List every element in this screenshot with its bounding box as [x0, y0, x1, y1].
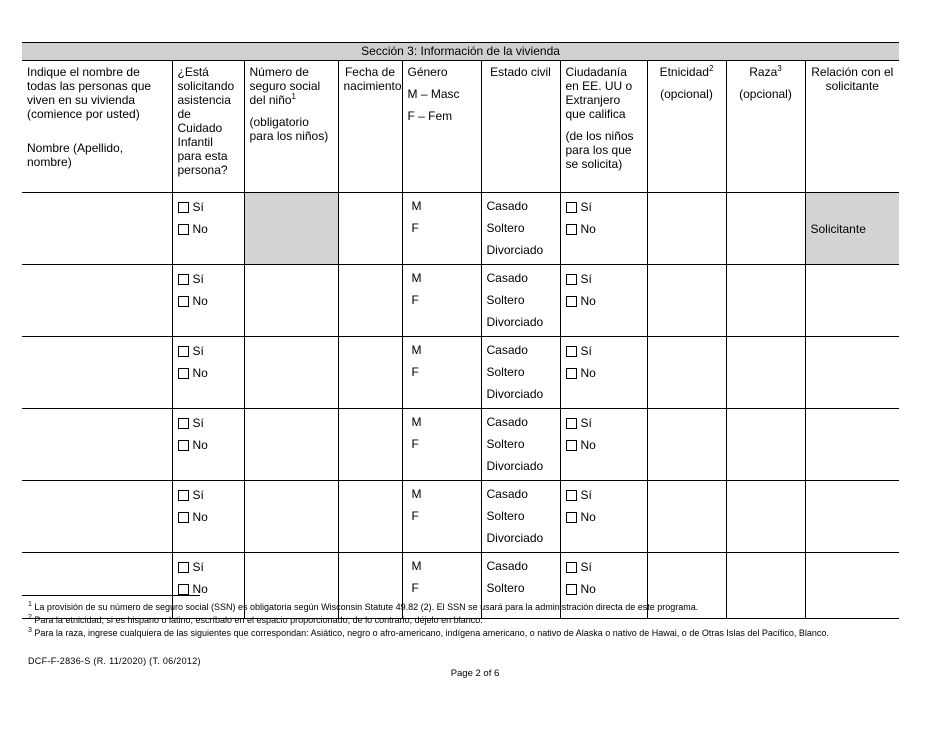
citizenship-choice	[560, 481, 647, 553]
marital-choice	[481, 481, 560, 553]
header-name	[22, 61, 172, 193]
divorced-option[interactable]: Divorciado	[486, 531, 544, 545]
yes-checkbox[interactable]	[178, 202, 189, 213]
yes-checkbox[interactable]	[566, 490, 577, 501]
header-name-format: Nombre (Apellido, nombre)	[27, 141, 124, 169]
single-option[interactable]: Soltero	[486, 221, 525, 235]
table-row	[22, 193, 899, 265]
divorced-option[interactable]: Divorciado	[486, 315, 544, 329]
footnote-2-number: 2	[28, 614, 32, 621]
table-row	[22, 409, 899, 481]
race-field[interactable]	[726, 409, 805, 481]
assistance-choice	[172, 265, 244, 337]
footnote-2	[28, 614, 829, 627]
no-label: No	[192, 582, 208, 596]
no-checkbox[interactable]	[178, 584, 189, 595]
relation-field[interactable]	[805, 337, 899, 409]
header-citizenship	[560, 61, 647, 193]
household-table	[22, 42, 899, 619]
header-ssn	[244, 61, 338, 193]
header-race-note: (opcional)	[739, 87, 792, 101]
yes-checkbox[interactable]	[566, 562, 577, 573]
ssn-field[interactable]	[244, 265, 338, 337]
gender-choice	[402, 409, 481, 481]
header-ssn-note: (obligatorio para los niños)	[249, 115, 329, 143]
no-label: No	[580, 222, 596, 236]
yes-label: Sí	[192, 560, 204, 574]
table-row	[22, 481, 899, 553]
dob-field[interactable]	[338, 481, 402, 553]
footnote-1	[28, 601, 829, 614]
header-gender	[402, 61, 481, 193]
no-checkbox[interactable]	[178, 224, 189, 235]
divorced-option[interactable]: Divorciado	[486, 387, 544, 401]
yes-label: Sí	[192, 488, 204, 502]
yes-label: Sí	[580, 416, 592, 430]
citizenship-choice	[560, 337, 647, 409]
yes-checkbox[interactable]	[566, 418, 577, 429]
married-option[interactable]: Casado	[486, 559, 528, 573]
assistance-choice	[172, 481, 244, 553]
gender-f-option[interactable]: F	[411, 293, 419, 307]
name-field[interactable]	[22, 409, 172, 481]
gender-choice	[402, 337, 481, 409]
header-relation: Relación con el solicitante	[805, 61, 899, 193]
footnote-1-number: 1	[28, 601, 32, 608]
footnote-ref-2: 2	[708, 64, 714, 73]
race-field[interactable]	[726, 193, 805, 265]
ethnicity-field[interactable]	[647, 337, 726, 409]
gender-f-option[interactable]: F	[411, 581, 419, 595]
yes-label: Sí	[580, 560, 592, 574]
footnote-ref-1: 1	[291, 92, 296, 101]
no-label: No	[192, 438, 208, 452]
gender-m-option[interactable]: M	[411, 343, 422, 357]
race-field[interactable]	[726, 481, 805, 553]
header-gender-f: F – Fem	[407, 109, 453, 123]
gender-m-option[interactable]: M	[411, 487, 422, 501]
assistance-choice	[172, 193, 244, 265]
no-label: No	[580, 366, 596, 380]
ethnicity-field[interactable]	[647, 193, 726, 265]
footnotes	[28, 601, 829, 640]
no-label: No	[580, 582, 596, 596]
footnote-ref-3: 3	[777, 64, 782, 73]
no-label: No	[580, 438, 596, 452]
no-checkbox[interactable]	[566, 368, 577, 379]
marital-choice	[481, 337, 560, 409]
ssn-field-disabled	[244, 193, 338, 265]
ssn-field[interactable]	[244, 337, 338, 409]
gender-m-option[interactable]: M	[411, 199, 422, 213]
ethnicity-field[interactable]	[647, 265, 726, 337]
divorced-option[interactable]: Divorciado	[486, 459, 544, 473]
table-row	[22, 337, 899, 409]
yes-label: Sí	[580, 488, 592, 502]
married-option[interactable]: Casado	[486, 343, 528, 357]
yes-checkbox[interactable]	[178, 490, 189, 501]
married-option[interactable]: Casado	[486, 415, 528, 429]
yes-label: Sí	[580, 200, 592, 214]
gender-choice	[402, 481, 481, 553]
gender-choice	[402, 193, 481, 265]
no-label: No	[192, 510, 208, 524]
gender-m-option[interactable]: M	[411, 271, 422, 285]
gender-m-option[interactable]: M	[411, 415, 422, 429]
footnote-3-text: Para la raza, ingrese cualquiera de las siguientes que correspondan: Asiático, negro o afro-americano, indígena americano, o nativo de Alaska o nativo de Hawai, o de Otras Islas del Pacífico, Blanco.	[34, 628, 829, 638]
yes-label: Sí	[192, 272, 204, 286]
footnote-3-number: 3	[28, 627, 32, 634]
citizenship-choice	[560, 265, 647, 337]
header-race-label: Raza	[749, 65, 778, 79]
header-citizenship-note: (de los niños para los que se solicita)	[565, 129, 634, 171]
gender-choice	[402, 265, 481, 337]
relation-applicant: Solicitante	[805, 193, 899, 265]
single-option[interactable]: Soltero	[486, 509, 525, 523]
footnote-3	[28, 627, 829, 640]
header-race	[726, 61, 805, 193]
yes-label: Sí	[192, 344, 204, 358]
assistance-choice	[172, 409, 244, 481]
gender-f-option[interactable]: F	[411, 437, 419, 451]
page-number: Page 2 of 6	[450, 668, 500, 679]
ethnicity-field[interactable]	[647, 409, 726, 481]
yes-label: Sí	[580, 272, 592, 286]
footnote-divider	[22, 595, 200, 596]
divorced-option[interactable]: Divorciado	[486, 243, 544, 257]
single-option[interactable]: Soltero	[486, 365, 525, 379]
race-field[interactable]	[726, 265, 805, 337]
header-citizenship-label: Ciudadanía en EE. UU o Extranjero que califica	[565, 65, 633, 121]
yes-label: Sí	[192, 416, 204, 430]
gender-f-option[interactable]: F	[411, 221, 419, 235]
married-option[interactable]: Casado	[486, 487, 528, 501]
header-dob: Fecha de nacimiento	[338, 61, 402, 193]
no-checkbox[interactable]	[178, 296, 189, 307]
single-option[interactable]: Soltero	[486, 581, 525, 595]
gender-f-option[interactable]: F	[411, 365, 419, 379]
no-label: No	[192, 294, 208, 308]
yes-label: Sí	[192, 200, 204, 214]
name-field[interactable]	[22, 481, 172, 553]
no-label: No	[580, 294, 596, 308]
dob-field[interactable]	[338, 409, 402, 481]
ssn-field[interactable]	[244, 409, 338, 481]
header-ethnicity	[647, 61, 726, 193]
yes-checkbox[interactable]	[566, 274, 577, 285]
yes-checkbox[interactable]	[178, 274, 189, 285]
name-field[interactable]	[22, 193, 172, 265]
no-checkbox[interactable]	[566, 512, 577, 523]
name-field[interactable]	[22, 337, 172, 409]
relation-field[interactable]	[805, 265, 899, 337]
yes-checkbox[interactable]	[566, 346, 577, 357]
yes-checkbox[interactable]	[566, 202, 577, 213]
header-name-instructions: Indique el nombre de todas las personas que viven en su vivienda (comience por usted)	[27, 65, 152, 121]
header-assistance: ¿Está solicitando asistencia de Cuidado Infantil para esta persona?	[172, 61, 244, 193]
assistance-choice	[172, 337, 244, 409]
no-label: No	[192, 222, 208, 236]
no-checkbox[interactable]	[566, 296, 577, 307]
yes-checkbox[interactable]	[178, 346, 189, 357]
header-ssn-label: Número de seguro social del niño	[249, 65, 321, 107]
no-label: No	[580, 510, 596, 524]
name-field[interactable]	[22, 265, 172, 337]
citizenship-choice	[560, 193, 647, 265]
single-option[interactable]: Soltero	[486, 293, 525, 307]
yes-checkbox[interactable]	[178, 418, 189, 429]
marital-choice	[481, 409, 560, 481]
dob-field[interactable]	[338, 193, 402, 265]
gender-m-option[interactable]: M	[411, 559, 422, 573]
dob-field[interactable]	[338, 265, 402, 337]
header-ethnicity-note: (opcional)	[660, 87, 713, 101]
no-label: No	[192, 366, 208, 380]
ethnicity-field[interactable]	[647, 481, 726, 553]
yes-label: Sí	[580, 344, 592, 358]
no-checkbox[interactable]	[178, 368, 189, 379]
citizenship-choice	[560, 409, 647, 481]
no-checkbox[interactable]	[566, 224, 577, 235]
dob-field[interactable]	[338, 337, 402, 409]
footnote-2-text: Para la etnicidad, si es hispano o latino, escríbalo en el espacio proporcionado; de lo contrario, déjelo en blanco.	[34, 615, 483, 625]
single-option[interactable]: Soltero	[486, 437, 525, 451]
no-checkbox[interactable]	[566, 440, 577, 451]
no-checkbox[interactable]	[566, 584, 577, 595]
gender-f-option[interactable]: F	[411, 509, 419, 523]
section-title: Sección 3: Información de la vivienda	[22, 43, 899, 61]
form-code: DCF-F-2836-S (R. 11/2020) (T. 06/2012)	[28, 656, 201, 666]
race-field[interactable]	[726, 337, 805, 409]
married-option[interactable]: Casado	[486, 271, 528, 285]
relation-field[interactable]	[805, 409, 899, 481]
marital-choice	[481, 193, 560, 265]
marital-choice	[481, 265, 560, 337]
header-gender-m: M – Masc	[407, 87, 460, 101]
header-gender-title: Género	[407, 65, 448, 79]
relation-field[interactable]	[805, 481, 899, 553]
header-ethnicity-label: Etnicidad	[659, 65, 709, 79]
footnote-1-text: La provisión de su número de seguro social (SSN) es obligatoria según Wisconsin Statute 49.82 (2). El SSN se usará para la administración directa de este programa.	[34, 602, 699, 612]
no-checkbox[interactable]	[178, 440, 189, 451]
table-row	[22, 265, 899, 337]
header-marital: Estado civil	[481, 61, 560, 193]
married-option[interactable]: Casado	[486, 199, 528, 213]
yes-checkbox[interactable]	[178, 562, 189, 573]
ssn-field[interactable]	[244, 481, 338, 553]
no-checkbox[interactable]	[178, 512, 189, 523]
